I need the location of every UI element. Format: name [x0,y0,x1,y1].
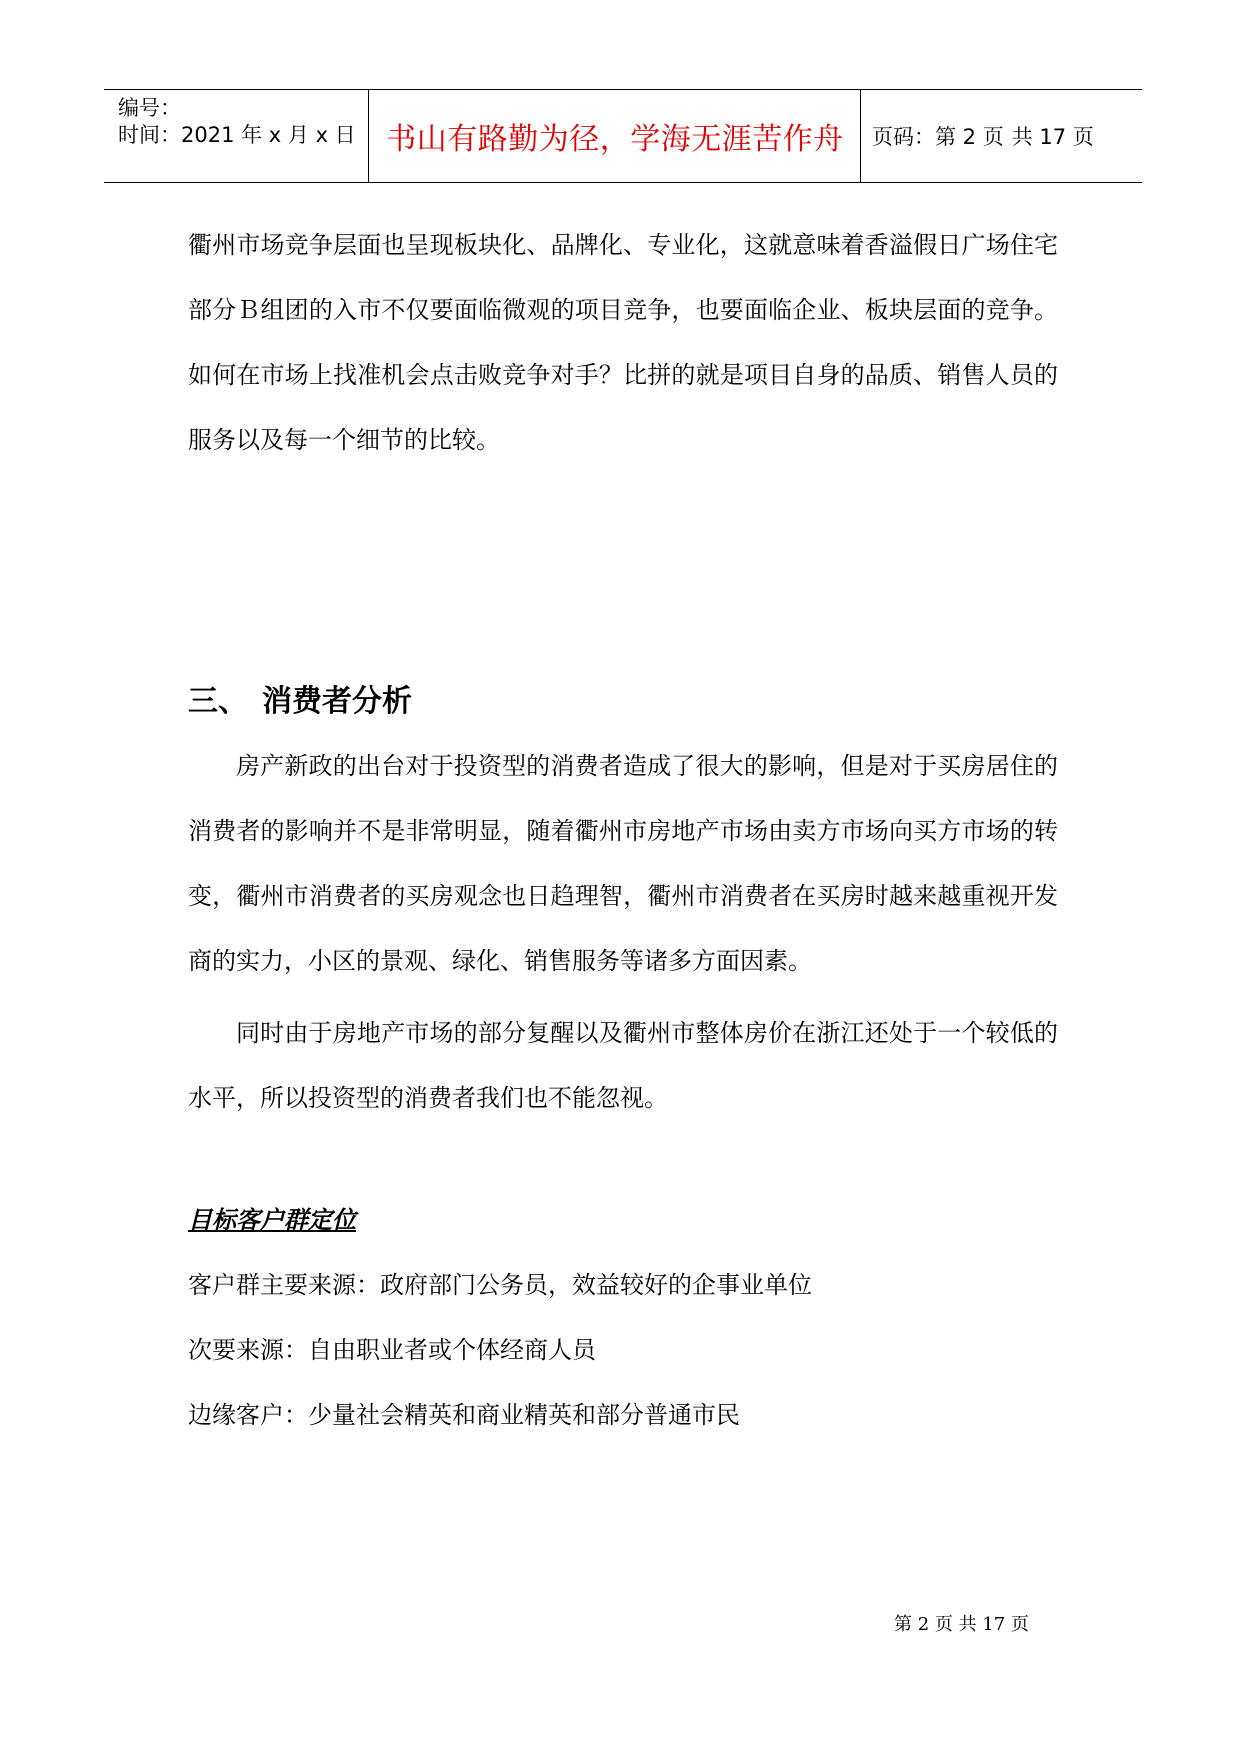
header-divider-right [860,90,861,182]
paragraph-text: 同时由于房地产市场的部分复醒以及衢州市整体房价在浙江还处于一个较低的水平，所以投资型的消费者我们也不能忽视。 [188,1019,1058,1112]
customer-source-list [188,1253,812,1448]
target-customer-subheading: 目标客户群定位 [188,1205,356,1234]
section-heading [188,676,412,720]
paragraph-text: 衢州市场竞争层面也呈现板块化、品牌化、专业化，这就意味着香溢假日广场住宅部分Ｂ组团的入市不仅要面临微观的项目竞争，也要面临企业、板块层面的竞争。如何在市场上找准机会点击败竞争对手？比拼的就是项目自身的品质、销售人员的服务以及每一个细节的比较。 [188,231,1058,454]
body-paragraph-2 [188,734,1058,994]
list-item: 次要来源：自由职业者或个体经商人员 [188,1336,596,1364]
header-page-total: 共 17 页 [1011,125,1094,149]
list-item: 客户群主要来源：政府部门公务员，效益较好的企事业单位 [188,1271,812,1299]
header-page-info [872,90,1094,182]
header-motto: 书山有路勤为径，学海无涯苦作舟 [386,122,844,157]
body-paragraph-3 [188,1001,1058,1131]
page-header [104,89,1142,183]
header-page-number: 页码：第 2 页 [872,125,1004,149]
header-meta [118,90,368,182]
document-time-label: 时间：2021 年 x 月 x 日 [118,123,356,147]
page-footer: 第 2 页 共 17 页 [894,1614,1029,1635]
header-divider-left [368,90,369,182]
section-number: 三、 [188,684,248,719]
paragraph-text: 房产新政的出台对于投资型的消费者造成了很大的影响，但是对于买房居住的消费者的影响并不是非常明显，随着衢州市房地产市场由卖方市场向买方市场的转变，衢州市消费者的买房观念也日趋理智，衢州市消费者在买房时越来越重视开发商的实力，小区的景观、绿化、销售服务等诸多方面因素。 [188,752,1058,975]
body-paragraph-1 [188,213,1058,473]
list-item: 边缘客户：少量社会精英和商业精英和部分普通市民 [188,1401,740,1429]
document-number-label: 编号： [118,96,181,120]
section-title: 消费者分析 [262,684,412,719]
